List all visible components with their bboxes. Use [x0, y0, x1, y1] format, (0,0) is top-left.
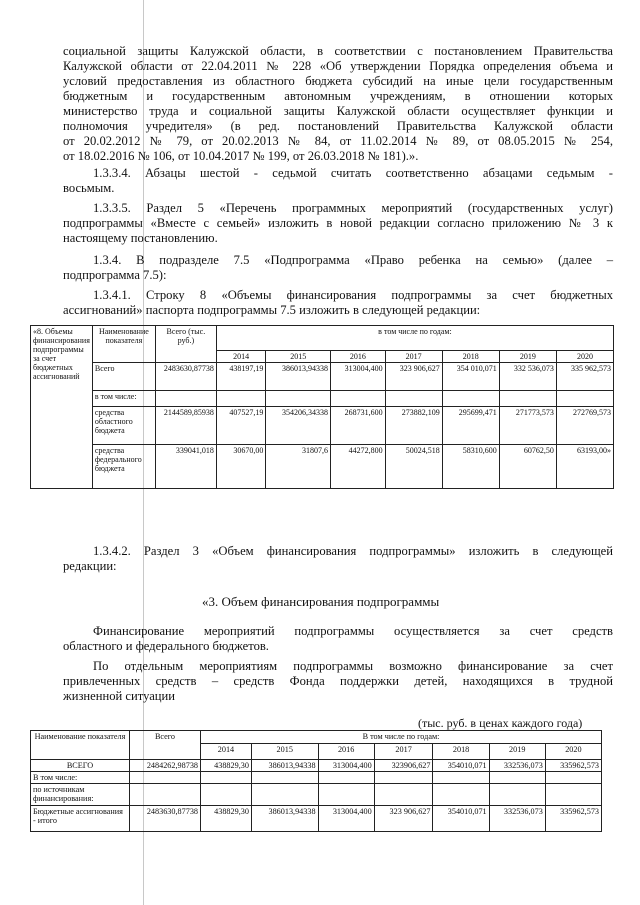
row-name: В том числе: [31, 772, 130, 784]
table-row [31, 363, 614, 391]
cell-value: 323 906,627 [374, 806, 433, 832]
row-total: 2484262,98738 [130, 760, 201, 772]
year-header: 2015 [266, 351, 331, 363]
year-header: 2015 [251, 744, 318, 760]
year-header: 2020 [556, 351, 613, 363]
year-header: 2018 [433, 744, 489, 760]
header-name: Наименование показателя [31, 731, 130, 760]
section-paragraph: По отдельным мероприятиям подпрограммы возможно финансирование за счет [93, 659, 613, 673]
cell-value: 30670,00 [216, 445, 265, 489]
table-row [31, 760, 602, 772]
passport-financing-table [30, 325, 614, 489]
row-total: 2483630,87738 [155, 363, 216, 391]
cell-value: 313004,400 [318, 806, 374, 832]
cell-value: 438829,30 [201, 806, 252, 832]
year-header: 2016 [318, 744, 374, 760]
text-line: от 20.02.2012 № 79, от 20.02.2013 № 84, от 11.02.2014 № 89, от 08.05.2015 № 254, [63, 134, 613, 148]
section-paragraph: Финансирование мероприятий подпрограммы осуществляется за счет средств [93, 624, 613, 638]
row-total: 339041,018 [155, 445, 216, 489]
cell-value: 438197,19 [216, 363, 265, 391]
item-1-3-4-cont: подпрограмма 7.5): [63, 268, 167, 282]
item-1-3-3-5: 1.3.3.5. Раздел 5 «Перечень программных мероприятий (государственных услуг) [93, 201, 613, 215]
item-1-3-4: 1.3.4. В подразделе 7.5 «Подпрограмма «Право ребенка на семью» (далее – [93, 253, 613, 267]
item-1-3-4-1: 1.3.4.1. Строку 8 «Объемы финансирования подпрограммы за счет бюджетных [93, 288, 613, 302]
year-header: 2018 [442, 351, 499, 363]
row-name: средства федерального бюджета [92, 445, 155, 489]
cell-value: 386013,94338 [251, 806, 318, 832]
cell-value: 50024,518 [385, 445, 442, 489]
cell-value: 335962,573 [545, 806, 601, 832]
item-1-3-3-5-end: настоящему постановлению. [63, 231, 218, 245]
text-line: от 18.02.2016 № 106, от 10.04.2017 № 199, от 26.03.2018 № 181).». [63, 149, 419, 163]
cell-value: 31807,6 [266, 445, 331, 489]
row-name: Бюджетные ассигнования - итого [31, 806, 130, 832]
header-name: Наименование показателя [92, 326, 155, 363]
cell-value: 332536,073 [489, 760, 545, 772]
cell-value: 60762,50 [499, 445, 556, 489]
cell-value: 354010,071 [433, 760, 489, 772]
year-header: 2014 [201, 744, 252, 760]
section-paragraph: областного и федерального бюджетов. [63, 639, 269, 653]
cell-value: 271773,573 [499, 407, 556, 445]
financing-volume-table [30, 730, 602, 832]
year-header: 2019 [489, 744, 545, 760]
cell-value: 354010,071 [433, 806, 489, 832]
cell-value: 407527,19 [216, 407, 265, 445]
text-line: бюджетным и государственным автономным учреждениям, в отношении которых [63, 89, 613, 103]
cell-value: 313004,400 [331, 363, 386, 391]
units-note: (тыс. руб. в ценах каждого года) [418, 716, 583, 730]
cell-value: 386013,94338 [251, 760, 318, 772]
section-paragraph: жизненной ситуации [63, 689, 176, 703]
cell-value: 354 010,071 [442, 363, 499, 391]
text-line: социальной защиты Калужской области, в соответствии с постановлением Правительства [63, 44, 613, 58]
cell-value: 295699,471 [442, 407, 499, 445]
row-name: в том числе: [92, 391, 155, 407]
cell-value: 273882,109 [385, 407, 442, 445]
cell-value: 272769,573 [556, 407, 613, 445]
table-row [31, 407, 614, 445]
year-header: 2017 [374, 744, 433, 760]
year-header: 2020 [545, 744, 601, 760]
year-header: 2017 [385, 351, 442, 363]
cell-value: 323 906,627 [385, 363, 442, 391]
cell-value: 332536,073 [489, 806, 545, 832]
cell-value: 335 962,573 [556, 363, 613, 391]
table-row [31, 391, 614, 407]
row-name: средства областного бюджета [92, 407, 155, 445]
table-row [31, 772, 602, 784]
header-total: Всего [130, 731, 201, 760]
cell-value: 386013,94338 [266, 363, 331, 391]
row-name: Всего [92, 363, 155, 391]
header-years-group: в том числе по годам: [216, 326, 613, 351]
cell-value: 323906,627 [374, 760, 433, 772]
year-header: 2014 [216, 351, 265, 363]
year-header: 2016 [331, 351, 386, 363]
table-row [31, 445, 614, 489]
cell-value: 44272,800 [331, 445, 386, 489]
text-line: полномочия учредителя» (в ред. постановлений Правительства Калужской области [63, 119, 613, 133]
row-total: 2483630,87738 [130, 806, 201, 832]
year-header: 2019 [499, 351, 556, 363]
item-1-3-4-1-cont: ассигнований» паспорта подпрограммы 7.5 изложить в следующей редакции: [63, 303, 481, 317]
header-years-group: В том числе по годам: [201, 731, 602, 744]
section-paragraph: привлеченных средств – средств Фонда поддержки детей, находящихся в трудной [63, 674, 613, 688]
item-1-3-3-4: 1.3.3.4. Абзацы шестой - седьмой считать соответственно абзацами седьмым - [93, 166, 613, 180]
cell-value: 268731,600 [331, 407, 386, 445]
item-1-3-4-2-cont: редакции: [63, 559, 117, 573]
cell-value: 335962,573 [545, 760, 601, 772]
cell-value: 63193,00» [556, 445, 613, 489]
cell-value: 354206,34338 [266, 407, 331, 445]
table-row [31, 806, 602, 832]
cell-value: 58310,600 [442, 445, 499, 489]
section-heading: «3. Объем финансирования подпрограммы [202, 594, 440, 609]
cell-value: 438829,30 [201, 760, 252, 772]
item-1-3-3-4-cont: восьмым. [63, 181, 115, 195]
cell-value: 313004,400 [318, 760, 374, 772]
item-1-3-4-2: 1.3.4.2. Раздел 3 «Объем финансирования подпрограммы» изложить в следующей [93, 544, 613, 558]
row-total: 2144589,85938 [155, 407, 216, 445]
item-1-3-3-5-cont: подпрограммы «Вместе с семьей» изложить в новой редакции согласно приложению № 3 к [63, 216, 613, 230]
table-row [31, 784, 602, 806]
row-name: ВСЕГО [31, 760, 130, 772]
text-line: Калужской области от 22.04.2011 № 228 «Об утверждении Порядка определения объема и [63, 59, 613, 73]
row-name: по источникам финансирования: [31, 784, 130, 806]
text-line: условий предоставления из областного бюджета субсидий на иные цели государственным [63, 74, 613, 88]
header-total: Всего (тыс. руб.) [155, 326, 216, 363]
text-line: министерство труда и социальной защиты Калужской области осуществляет функции и [63, 104, 613, 118]
cell-value: 332 536,073 [499, 363, 556, 391]
row-label: «8. Объемы финансирования подпрограммы за счет бюджетных ассигнований [31, 326, 93, 489]
